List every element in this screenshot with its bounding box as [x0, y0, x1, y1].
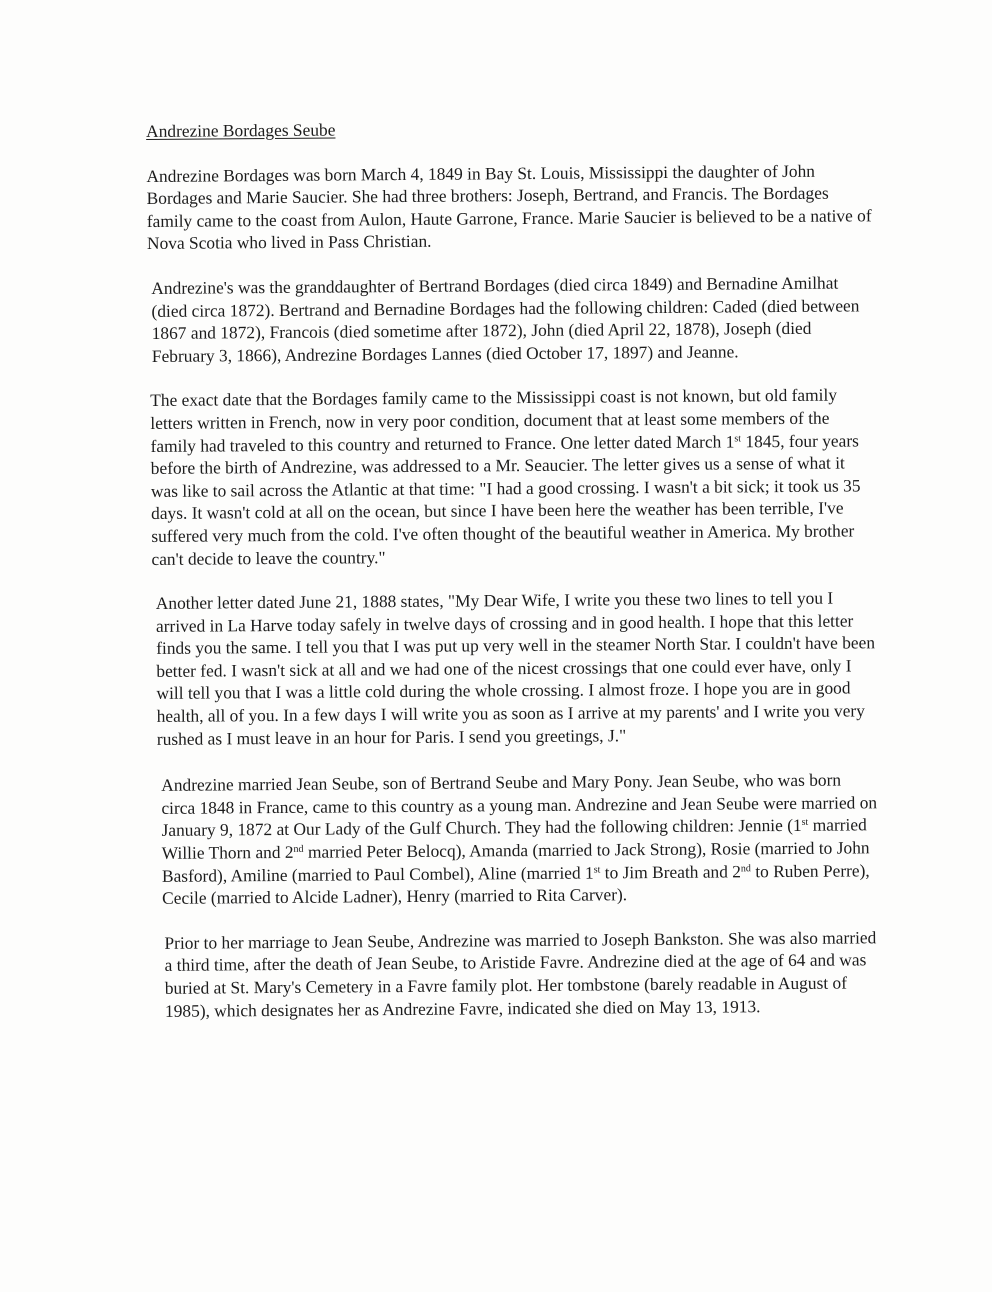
paragraph-marriage-children	[151, 769, 878, 910]
paragraph-family-letters	[148, 384, 875, 570]
paragraph-text: married Peter Belocq), Amanda (married to Jack Strong), Rosie (married to John Basford), Amiline (married to Paul Combel), Aline (married 1	[161, 837, 870, 886]
ordinal-suffix: nd	[740, 862, 751, 874]
paragraph-text: The exact date that the Bordages family came to the Mississippi coast is not known, but old family letters written in French, now in very poor condition, document that at least some members of the family had traveled to this country and returned to France. One letter dated March 1	[150, 384, 838, 456]
document-body	[146, 114, 879, 1044]
paragraph-text: to Jim Breath and 2	[600, 860, 742, 883]
paragraph-text: to Ruben Perre), Cecile (married to Alcide Ladner), Henry (married to Rita Carver).	[162, 859, 870, 909]
paragraph-text: married Willie Thorn and 2	[161, 814, 867, 863]
ordinal-suffix: st	[593, 864, 601, 876]
ordinal-suffix: nd	[293, 843, 304, 855]
paragraph-text: 1845, four years before the birth of Andrezine, was addressed to a Mr. Seaucier. The letter gives us a sense of what it was like to sail across the Atlantic at that time: "I had a good crossing. I wasn't a bit sick; it took us 35 days. It wasn't cold at all on the ocean, but since I have been here the weather has been terrible, I've suffered very much from the cold. I've often thought of the beautiful weather in America. My brother can't decide to leave the country."	[150, 429, 861, 569]
ordinal-suffix: st	[801, 817, 809, 829]
paragraph-text: Andrezine married Jean Seube, son of Bertrand Seube and Mary Pony. Jean Seube, who was born circa 1848 in France, came to this country as a young man. Andrezine and Jean Seube were married on January 9, 1872 at Our Lady of the Gulf Church. They had the following children: Jennie (1	[161, 769, 878, 841]
paragraph-letter-1888: Another letter dated June 21, 1888 states, "My Dear Wife, I write you these two lines to tell you I arrived in La Harve today safely in twelve days of crossing and in good health. I hope that this letter finds you the same. I tell you that I was put up very well in the steamer North Star. I couldn't have been better fed. I wasn't sick at all and we had one of the nicest crossings that one could ever have, only I will tell you that I was a little cold during the whole crossing. I almost froze. I hope you are in good health, all of you. In a few days I will write you as soon as I arrive at my parents' and I write you very rushed as I must leave in an hour for Paris. I send you greetings, J."	[155, 587, 876, 749]
document-title: Andrezine Bordages Seube	[146, 119, 336, 141]
paragraph-other-marriages-death: Prior to her marriage to Jean Seube, Andrezine was married to Joseph Bankston. She was also married a third time, after the death of Jean Seube, to Aristide Favre. Andrezine died at the age of 64 and was buried at St. Mary's Cemetery in a Favre family plot. Her tombstone (barely readable in August of 1985), which designates her as Andrezine Favre, indicated she died on May 13, 1913.	[164, 927, 877, 1021]
ordinal-suffix: st	[734, 432, 742, 444]
paragraph-birth: Andrezine Bordages was born March 4, 1849 in Bay St. Louis, Mississippi the daughter of John Bordages and Marie Saucier. She had three brothers: Joseph, Bertrand, and Francis. The Bordages family came to the coast from Aulon, Haute Garrone, France. Marie Saucier is believed to be a native of Nova Scotia who lived in Pass Christian.	[146, 160, 872, 254]
paragraph-grandparents: Andrezine's was the granddaughter of Bertrand Bordages (died circa 1849) and Bernadine Amilhat (died circa 1872). Bertrand and Bernadine Bordages had the following children: Caded (died between 1867 and 1872), Francois (died sometime after 1872), John (died April 22, 1878), Joseph (died February 3, 1866), Andrezine Bordages Lannes (died October 17, 1897) and Jeanne.	[151, 272, 860, 366]
